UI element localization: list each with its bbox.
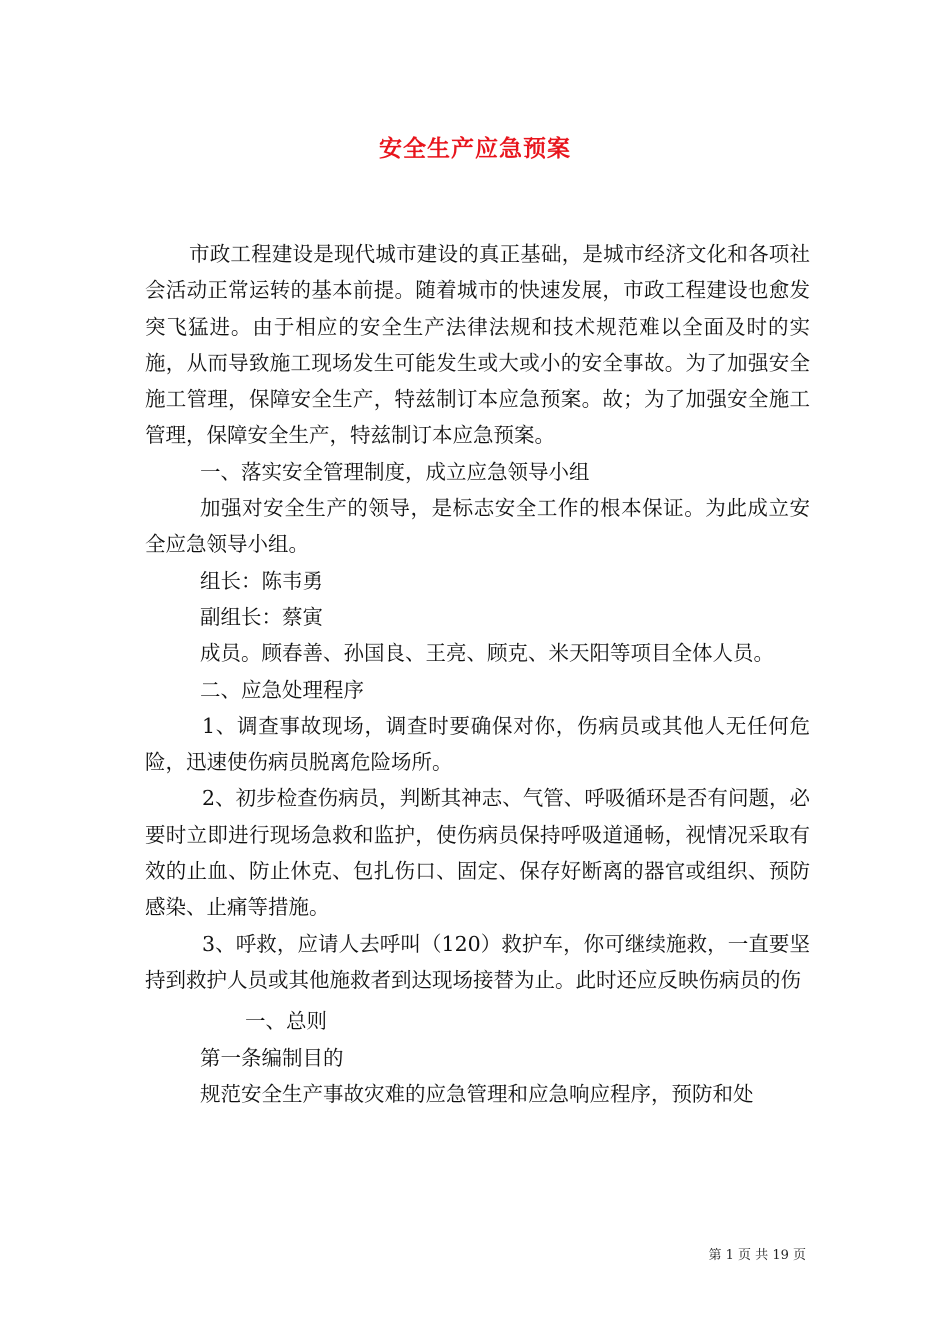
deputy-leader: 副组长：蔡寅	[200, 604, 323, 629]
document-body	[145, 236, 810, 1112]
intro-paragraph: 市政工程建设是现代城市建设的真正基础，是城市经济文化和各项社会活动正常运转的基本前提。随着城市的快速发展，市政工程建设也愈发突飞猛进。由于相应的安全生产法律法规和技术规范难以全面及时的实施，从而导致施工现场发生可能发生或大或小的安全事故。为了加强安全施工管理，保障安全生产，特兹制订本应急预案。故；为了加强安全施工管理，保障安全生产，特兹制订本应急预案。	[145, 242, 810, 448]
section-heading-2: 二、应急处理程序	[200, 677, 364, 702]
procedure-step-1: 1、调查事故现场，调查时要确保对你，伤病员或其他人无任何危险，迅速使伤病员脱离危险场所。	[145, 713, 810, 775]
team-leader: 组长：陈韦勇	[200, 568, 323, 593]
article-1-text: 规范安全生产事故灾难的应急管理和应急响应程序，预防和处	[200, 1081, 754, 1106]
document-title: 安全生产应急预案	[379, 135, 571, 162]
leadership-paragraph: 加强对安全生产的领导，是标志安全工作的根本保证。为此成立安全应急领导小组。	[145, 496, 810, 557]
article-1-heading: 第一条编制目的	[200, 1045, 344, 1070]
procedure-step-2: 2、初步检查伤病员，判断其神志、气管、呼吸循环是否有问题，必要时立即进行现场急救和监护，使伤病员保持呼吸道通畅，视情况采取有效的止血、防止休克、包扎伤口、固定、保存好断离的器官或组织、预防感染、止痛等措施。	[145, 786, 810, 920]
procedure-step-3: 3、呼救，应请人去呼叫（120）救护车，你可继续施救，一直要坚持到救护人员或其他施救者到达现场接替为止。此时还应反映伤病员的伤	[145, 931, 810, 992]
section-heading-1: 一、落实安全管理制度，成立应急领导小组	[200, 459, 590, 484]
general-provisions-heading: 一、总则	[245, 1009, 327, 1034]
page-number: 第 1 页 共 19 页	[708, 1248, 806, 1263]
team-members: 成员。顾春善、孙国良、王亮、顾克、米天阳等项目全体人员。	[200, 641, 774, 666]
